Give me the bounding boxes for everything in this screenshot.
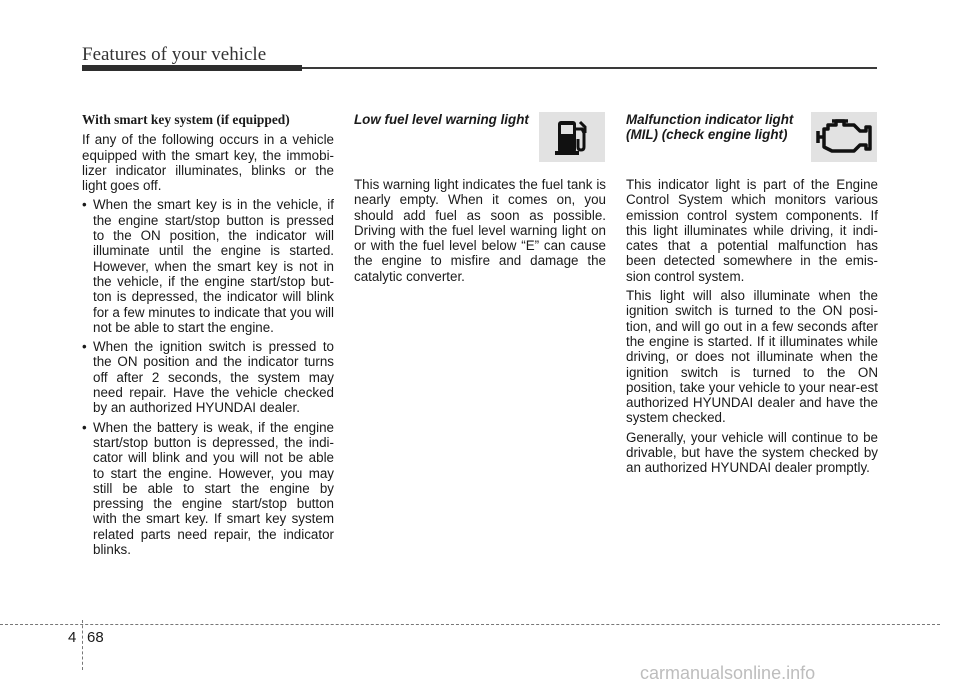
smart-key-bullet-list [82,197,334,557]
list-item: • When the battery is weak, if the engine start/stop button is depressed, the indi-cator will blink and you will not be able to start the engine. However, you may still be able to start the engine by pressing the engine start/stop button with the smart key. If smart key system related parts need repair, the indicator blinks. [82,420,334,558]
mil-paragraph: This indicator light is part of the Engine Control System which monitors various emission control system components. If this light illuminates while driving, it indi-cates that a potential malfunction has been detected somewhere in the emis-sion control system. [626,177,878,284]
smart-key-heading: With smart key system (if equipped) [82,112,290,127]
mil-column [626,112,878,480]
list-item: • When the smart key is in the vehicle, if the engine start/stop button is pressed to the ON position, the indicator will illuminate until the engine is started. However, when the smart key is not in the vehicle, if the engine start/stop but-ton is depressed, the indicator will blink for a few minutes to indicate that you will not be able to start the engine. [82,197,334,335]
low-fuel-warning-icon-box [539,112,605,162]
check-engine-icon [814,117,874,157]
site-watermark: carmanualsonline.info [640,663,816,683]
mil-paragraph: This light will also illuminate when the ignition switch is turned to the ON posi-tion, and will go out in a few seconds after the engine is started. If it illuminates while driving, or does not illuminate when the ignition switch is turned to the ON position, take your vehicle to your near-est authorized HYUNDAI dealer and have the system checked. [626,288,878,426]
page-number: 68 [87,629,104,646]
footer-vertical-rule [82,620,83,670]
check-engine-icon-box [811,112,877,162]
header-accent-bar [82,65,302,71]
low-fuel-heading: Low fuel level warning light [354,112,529,127]
section-title: Features of your vehicle [82,44,267,65]
footer-dashed-rule [0,624,940,625]
mil-paragraph: Generally, your vehicle will continue to be drivable, but have the system checked by an authorized HYUNDAI dealer promptly. [626,429,878,476]
smart-key-column [82,112,334,561]
mil-heading: Malfunction indicator light (MIL) (check engine light) [626,112,794,143]
low-fuel-body: This warning light indicates the fuel tank is nearly empty. When it comes on, you should add fuel as soon as possible. Driving with the fuel level warning light on or with the fuel level below “E” can cause the engine to misfire and damage the catalytic converter. [354,177,606,284]
chapter-number: 4 [68,629,77,646]
fuel-pump-icon [550,115,594,159]
list-item: • When the ignition switch is pressed to the ON position and the indicator turns off after 2 seconds, the system may need repair. Have the vehicle checked by an authorized HYUNDAI dealer. [82,339,334,415]
smart-key-intro: If any of the following occurs in a vehicle equipped with the smart key, the immobi-lizer indicator illuminates, blinks or the light goes off. [82,132,334,194]
